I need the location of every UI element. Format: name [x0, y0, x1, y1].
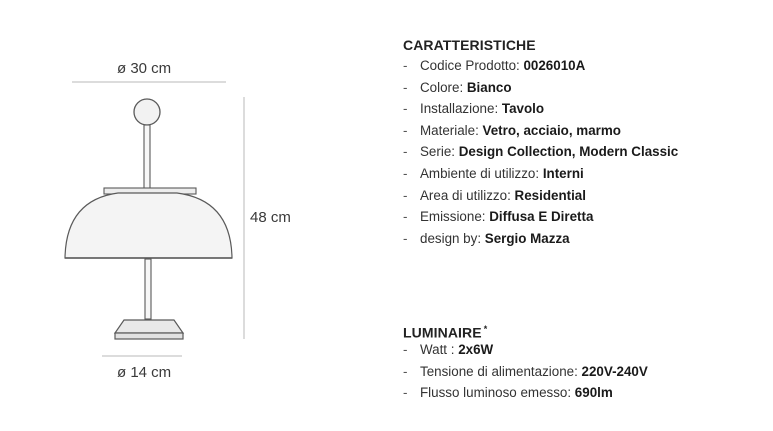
lamp-upper-rod: [144, 125, 150, 189]
list-item: [403, 185, 763, 207]
spec-value: Interni: [542, 165, 584, 181]
list-item: [403, 206, 763, 228]
height-label: 48 cm: [250, 209, 291, 226]
list-item: [403, 339, 648, 361]
spec-value: 220V-240V: [581, 363, 648, 379]
spec-value: Vetro, acciaio, marmo: [482, 122, 621, 138]
luminaire-title: [403, 319, 648, 339]
spec-label: Flusso luminoso emesso:: [420, 385, 575, 401]
list-item: [403, 120, 763, 142]
lamp-base: [115, 320, 183, 333]
bullet-dash: -: [403, 342, 408, 357]
spec-value: Tavolo: [501, 101, 545, 117]
spec-label: Tensione di alimentazione:: [420, 363, 582, 379]
spec-label: Ambiente di utilizzo:: [420, 165, 543, 181]
lamp-lower-rod: [145, 259, 151, 319]
top-diameter-label: ø 30 cm: [117, 60, 172, 77]
spec-value: Residential: [514, 187, 586, 203]
caratteristiche-title-text: CARATTERISTICHE: [403, 37, 536, 53]
list-item: [403, 163, 763, 185]
spec-label: Codice Prodotto:: [420, 58, 524, 73]
spec-label: Area di utilizzo:: [420, 187, 515, 203]
bullet-dash: -: [403, 58, 408, 73]
caratteristiche-list: [403, 55, 763, 249]
spec-label: design by:: [420, 230, 485, 246]
bullet-dash: -: [403, 230, 408, 246]
spec-value: 690lm: [574, 385, 613, 401]
list-item: [403, 98, 763, 120]
bullet-dash: -: [403, 209, 408, 225]
bullet-dash: -: [403, 122, 408, 138]
lamp-illustration: [0, 0, 360, 426]
list-item: [403, 77, 763, 99]
spec-label: Watt :: [420, 342, 459, 357]
spec-label: Colore:: [420, 79, 467, 95]
base-diameter-label: ø 14 cm: [117, 364, 172, 381]
lamp-finial: [134, 99, 160, 125]
bullet-dash: -: [403, 79, 408, 95]
list-item: [403, 55, 763, 77]
bullet-dash: -: [403, 385, 408, 401]
list-item: [403, 141, 763, 163]
spec-value: Design Collection, Modern Classic: [458, 144, 679, 160]
specifications-panel: [403, 35, 763, 401]
bullet-dash: -: [403, 165, 408, 181]
spec-label: Serie:: [420, 144, 459, 160]
luminaire-section: [403, 319, 648, 404]
bullet-dash: -: [403, 187, 408, 203]
bullet-dash: -: [403, 101, 408, 117]
list-item: [403, 382, 648, 404]
list-item: [403, 361, 648, 383]
spec-value: 0026010A: [523, 58, 586, 73]
luminaire-list: [403, 339, 648, 404]
spec-value: Diffusa E Diretta: [489, 209, 594, 225]
spec-label: Installazione:: [420, 101, 502, 117]
lamp-drawing: [0, 0, 360, 426]
spec-value: Sergio Mazza: [484, 230, 570, 246]
lamp-shade: [65, 193, 232, 258]
luminaire-title-text: LUMINAIRE: [403, 324, 482, 341]
spec-label: Materiale:: [420, 122, 483, 138]
bullet-dash: -: [403, 144, 408, 160]
spec-label: Emissione:: [420, 209, 490, 225]
caratteristiche-title: [403, 35, 763, 55]
lamp-base-foot: [115, 333, 183, 339]
spec-value: 2x6W: [458, 342, 494, 357]
spec-value: Bianco: [466, 79, 512, 95]
footnote-mark: *: [483, 324, 488, 334]
list-item: [403, 228, 763, 250]
bullet-dash: -: [403, 363, 408, 379]
